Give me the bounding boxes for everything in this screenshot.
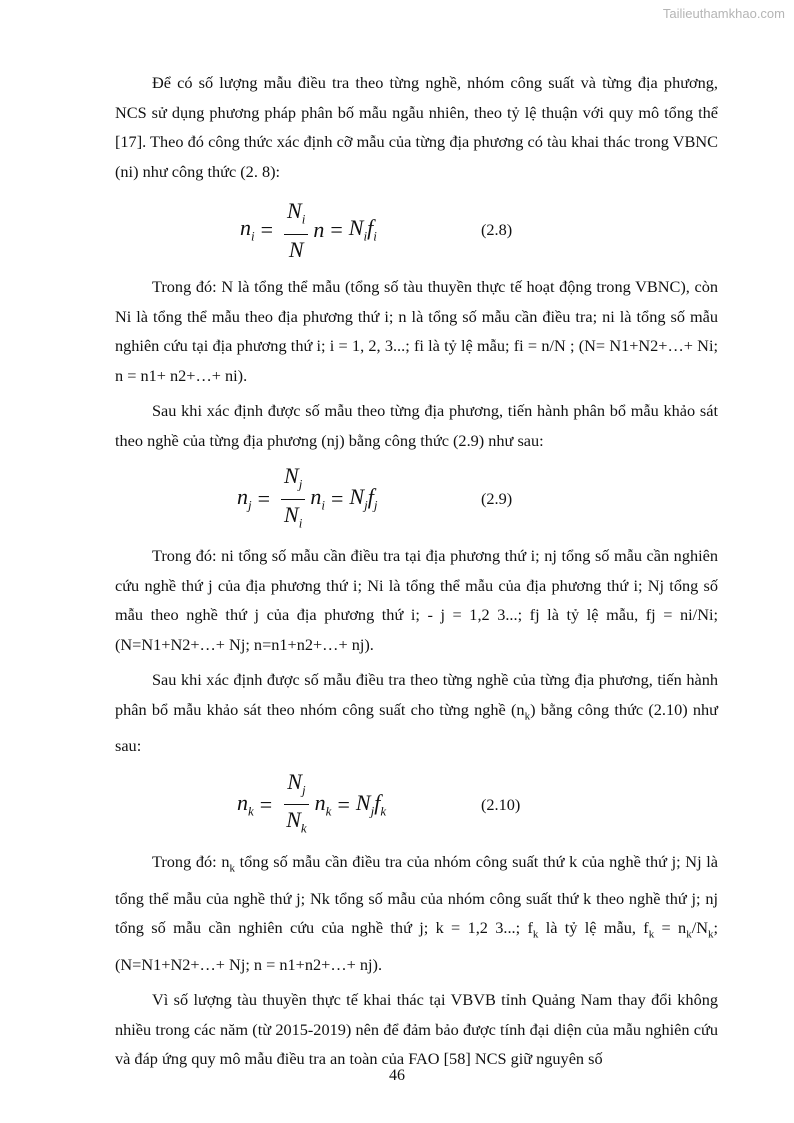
formula-2-9: $n_j$ = $\frac{N_j}{N_i}$ $n_i$ = $N_jf_j$ — [237, 461, 377, 537]
equation-number: (2.9) — [481, 489, 513, 508]
document-body — [115, 68, 718, 1080]
equation-2-10 — [115, 767, 718, 843]
paragraph-intro: Để có số lượng mẫu điều tra theo từng nghề, nhóm công suất và từng địa phương, NCS sử dụng phương pháp phân bố mẫu ngẫu nhiên, theo tỷ lệ thuận với quy mô tổng thể [17]. Theo đó công thức xác định cỡ mẫu của từng địa phương có tàu khai thác trong VBNC (ni) như công thức (2. 8): — [115, 73, 718, 181]
paragraph-intro-2-9: Sau khi xác định được số mẫu theo từng địa phương, tiến hành phân bổ mẫu khảo sát theo nghề của từng địa phương (nj) bằng công thức (2.9) như sau: — [115, 401, 718, 450]
paragraph-definitions-2-8: Trong đó: N là tổng thể mẫu (tổng số tàu thuyền thực tế hoạt động trong VBNC), còn Ni là tổng thể mẫu theo địa phương thứ i; n là tổng số mẫu cần điều tra; ni là tổng số mẫu nghiên cứu tại địa phương thứ i; i = 1, 2, 3...; fi là tỷ lệ mẫu; fi = n/N ; (N= N1+N2+…+ Ni; n = n1+ n2+…+ ni). — [115, 277, 718, 385]
watermark: Tailieuthamkhao.com — [662, 6, 785, 21]
equation-number: (2.8) — [481, 220, 513, 239]
formula-2-10: $n_k$ = $\frac{N_j}{N_k}$ $n_k$ = $N_jf_k$ — [237, 767, 386, 843]
fraction: $\frac{N_j}{N_k}$ — [286, 768, 307, 836]
paragraph-conclusion: Vì số lượng tàu thuyền thực tế khai thác tại VBVB tỉnh Quảng Nam thay đổi không nhiều trong các năm (từ 2015-2019) nên để đảm bảo được tính đại diện của mẫu nghiên cứu và đáp ứng quy mô mẫu điều tra an toàn của FAO [58] NCS giữ nguyên số — [115, 990, 718, 1069]
formula-2-8: $n_i$ = $\frac{N_i}{N}$ n = $N_if_i$ — [240, 198, 377, 262]
equation-2-9 — [115, 461, 718, 537]
paragraph-definitions-2-10: Trong đó: $n_k$ tổng số mẫu cần điều tra của nhóm công suất thứ k của nghề thứ j; Nj là tổng thể mẫu của nghề thứ j; Nk tổng số mẫu của nhóm công suất thứ k theo nghề thứ j; nj tổng số mẫu cần nghiên cứu của nghề thứ j; k = 1,2 3...; $f_k$ là tỷ lệ mẫu, $f_k = n_k/N_k$; (N=N1+N2+…+ Nj; n = n1+n2+…+ nj). — [115, 851, 718, 974]
paragraph-intro-2-10: Sau khi xác định được số mẫu điều tra theo từng nghề của từng địa phương, tiến hành phân bổ mẫu khảo sát theo nhóm công suất cho từng nghề $(n_k)$ bằng công thức (2.10) như sau: — [115, 670, 718, 756]
equation-2-8 — [115, 192, 718, 268]
equation-number: (2.10) — [481, 794, 521, 814]
fraction: $\frac{N_j}{N_i}$ — [281, 462, 305, 536]
paragraph-definitions-2-9: Trong đó: ni tổng số mẫu cần điều tra tại địa phương thứ i; nj tổng số mẫu cần nghiên cứu nghề thứ j của địa phương thứ i; Ni là tổng thể mẫu của địa phương thứ i; Nj tổng số mẫu theo nghề thứ j của địa phương thứ i; - j = 1,2 3...; fj là tỷ lệ mẫu, fj = ni/Ni; (N=N1+N2+…+ Nj; n=n1+n2+…+ nj). — [115, 546, 718, 654]
fraction: $\frac{N_i}{N}$ — [284, 197, 308, 262]
page-number: 46 — [389, 1067, 405, 1084]
